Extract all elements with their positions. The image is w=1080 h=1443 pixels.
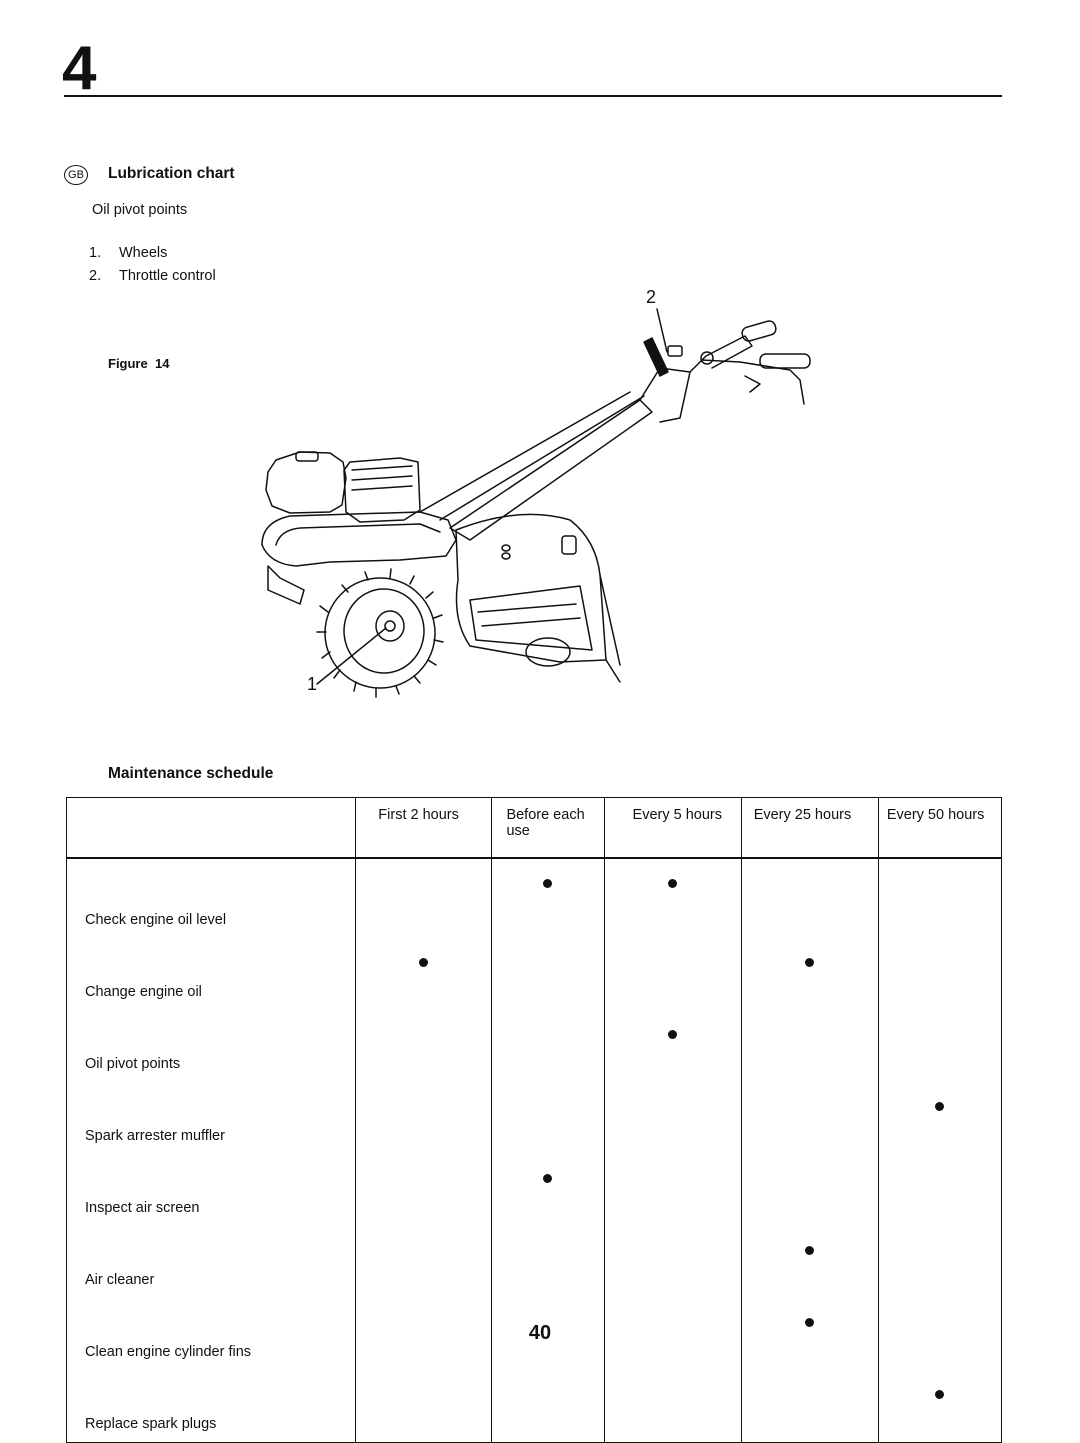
schedule-cell (878, 1226, 1001, 1298)
schedule-cell (604, 858, 741, 938)
schedule-cell (356, 1010, 492, 1082)
task-label: Change engine oil (67, 938, 356, 1010)
wheel-rim (344, 589, 424, 673)
schedule-cell (741, 1370, 878, 1443)
chapter-number: 4 (62, 34, 97, 103)
task-label: Check engine oil level (67, 858, 356, 938)
schedule-cell (741, 938, 878, 1010)
column-header: Every 50 hours (878, 798, 1001, 859)
schedule-cell (356, 1370, 492, 1443)
schedule-cell (492, 938, 604, 1010)
hood-latch (562, 536, 576, 554)
table-row (67, 1226, 1002, 1298)
column-header: Before each use (492, 798, 604, 859)
page-number: 40 (528, 1322, 552, 1344)
lower-handle (702, 360, 804, 404)
schedule-cell (356, 858, 492, 938)
schedule-dot (543, 879, 552, 888)
task-label: Spark arrester muffler (67, 1082, 356, 1154)
schedule-cell (492, 1226, 604, 1298)
handlebar-bracket (640, 368, 690, 422)
callout-1: 1 (307, 674, 318, 694)
shield-slots (478, 604, 580, 626)
handlebar-tube (450, 400, 652, 540)
clutch-lever (745, 376, 760, 392)
fuel-cap (296, 452, 318, 461)
tine-wheel (526, 638, 570, 666)
schedule-cell (604, 1370, 741, 1443)
list-item-label: Throttle control (119, 268, 216, 284)
control-cable (420, 392, 630, 512)
task-label: Air cleaner (67, 1226, 356, 1298)
schedule-cell (604, 1082, 741, 1154)
schedule-cell (356, 938, 492, 1010)
hood-bolt (502, 553, 510, 559)
throttle-box (668, 346, 682, 356)
schedule-dot (668, 879, 677, 888)
table-row (67, 1154, 1002, 1226)
control-cable-2 (440, 396, 644, 520)
schedule-cell (492, 858, 604, 938)
schedule-cell (492, 1154, 604, 1226)
schedule-cell (356, 1226, 492, 1298)
schedule-cell (878, 1010, 1001, 1082)
front-bumper (268, 566, 304, 604)
language-badge: GB (64, 165, 88, 185)
upper-handle (690, 336, 752, 372)
list-item-label: Wheels (119, 245, 168, 261)
task-label: Oil pivot points (67, 1010, 356, 1082)
callout-2: 2 (646, 287, 657, 307)
engine-fins (352, 466, 412, 490)
figure-label: Figure (108, 356, 148, 371)
lubrication-intro: Oil pivot points (92, 202, 188, 218)
task-label: Replace spark plugs (67, 1370, 356, 1443)
schedule-cell (878, 1370, 1001, 1443)
table-row (67, 938, 1002, 1010)
schedule-dot (805, 958, 814, 967)
schedule-cell (741, 1082, 878, 1154)
engine-hood (262, 512, 456, 566)
schedule-cell (878, 1082, 1001, 1154)
column-header: First 2 hours (356, 798, 492, 859)
schedule-cell (878, 938, 1001, 1010)
schedule-cell (741, 1154, 878, 1226)
header-blank (67, 798, 356, 859)
table-row (67, 858, 1002, 938)
column-header: Every 5 hours (604, 798, 741, 859)
schedule-cell (878, 1154, 1001, 1226)
schedule-cell (741, 1226, 878, 1298)
schedule-cell (604, 1154, 741, 1226)
hood-curve (276, 524, 440, 545)
schedule-cell (492, 1010, 604, 1082)
maintenance-title: Maintenance schedule (108, 765, 274, 782)
schedule-dot (805, 1246, 814, 1255)
hood-bolt (502, 545, 510, 551)
table-row (67, 1370, 1002, 1443)
figure-number: 14 (154, 356, 170, 371)
schedule-dot (543, 1174, 552, 1183)
schedule-cell (492, 1082, 604, 1154)
table-row (67, 1010, 1002, 1082)
schedule-dot (935, 1390, 944, 1399)
column-header: Every 25 hours (741, 798, 878, 859)
lubrication-title: Lubrication chart (108, 165, 235, 182)
table-row (67, 1082, 1002, 1154)
depth-bar (600, 575, 620, 682)
schedule-dot (419, 958, 428, 967)
schedule-cell (604, 1226, 741, 1298)
schedule-dot (935, 1102, 944, 1111)
handle-knob (701, 352, 713, 364)
schedule-dot (668, 1030, 677, 1039)
task-label: Clean engine cylinder fins (67, 1298, 356, 1370)
list-item-number: 1. (89, 245, 102, 261)
wheel-hub (376, 611, 404, 641)
schedule-cell (604, 1010, 741, 1082)
callout-2-leader (657, 309, 667, 352)
task-label: Inspect air screen (67, 1154, 356, 1226)
maintenance-table (66, 797, 1002, 1443)
schedule-cell (492, 1370, 604, 1443)
table-header-row (67, 798, 1002, 859)
schedule-cell (356, 1082, 492, 1154)
list-item-number: 2. (89, 268, 102, 284)
schedule-cell (604, 938, 741, 1010)
wheel-axle (385, 621, 395, 631)
schedule-cell (878, 858, 1001, 938)
schedule-cell (356, 1154, 492, 1226)
schedule-cell (741, 1010, 878, 1082)
schedule-cell (741, 858, 878, 938)
